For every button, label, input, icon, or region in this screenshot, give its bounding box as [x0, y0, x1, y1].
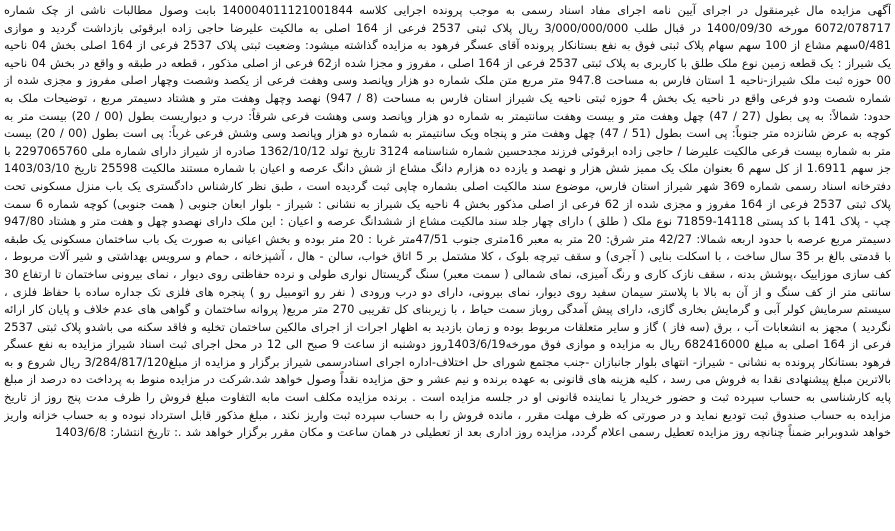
auction-notice	[4, 2, 891, 529]
auction-notice-text: آگهی مزایده مال غیرمنقول در اجرای آیین نامه اجرای مفاد اسناد رسمی به موجب پرونده اجرایی کلاسه 140004011121001844 بابت وصول مطالبات ناشی از چک شماره 6072/078717 مورخه 1400/09/30 در قبال طلب 3/000/000/000 ریال پلاک ثبتی 2537 فرعی از 164 اصلی به مالکیت علیرضا حاجی زاده ابرقوئی بازداشت گردید و موازی 0/481سهم مشاع از 100 سهم سهام پلاک ثبتی فوق به نفع بستانکار پرونده آقای عسگر فرهود به مزایده گذاشته میشود: وضعیت ثبتی پلاک 2537 فرعی از 164 اصلی بخش 04 ناحیه یک شیراز : یک قطعه زمین نوع ملک طلق با کاربری به پلاک ثبتی 2537 فرعی از 164 اصلی ، مفروز و مجزا شده از62 فرعی از اصلی مذکور ، قطعه در طبقه و واقع در بخش 04 ناحیه 00 حوزه ثبت ملک شیراز-ناحیه 1 استان فارس به مساحت 947.8 متر مربع متن ملک شماره دو هزار وپانصد وسی وهفت فرعی از یکصد وشصت وچهار اصلی مفروز و مجزی شده از شماره شصت ودو فرعی واقع در ناحیه یک بخش 4 حوزه ثبتی ناحیه یک شیراز استان فارس به مساحت (8 / 947) نهصد وچهل وهفت متر و هشتاد دسیمتر مربع ، توضیحات ملک به حدود: شمالاً: به پی بطول (27 / 47) چهل وهفت متر و بیست وهفت سانتیمتر به شماره دو هزار وپانصد وسی وهشت فرعی شرقاً: درب و دیواریست بطول (00 / 20) بیست متر به کوچه به عرض شانزده متر جنوباً: پی است بطول (51 / 47) چهل وهفت متر و پنجاه ویک سانتیمتر به شماره دو هزار وپانصد وسی وشش فرعی غرباً: پی است بطول (00 / 20) بیست متر به شماره بیست فرعی مالکیت علیرضا / حاجی زاده ابرقوئی فرزند مجدحسین شماره شناسنامه 3124 تاریخ تولد 1362/10/12 صادره از شیراز دارای شماره ملی 2297065760 با جز سهم 1.6911 از کل سهم 6 بعنوان ملک یک ممیز شش هزار و نهصد و یازده ده هزارم دانگ مشاع از شش دانگ عرصه و اعیان با شماره مستند مالکیت 25598 تاریخ 1403/03/10 دفترخانه اسناد رسمی شماره 369 شهر شیراز استان فارس، موضوع سند مالکیت اصلی بشماره چاپی ثبت گردیده است ، طبق نظر کارشناس دادگستری یک باب منزل مسکونی تحت پلاک ثبتی 2537 فرعی از 164 مفروز و مجزی شده از 62 فرعی از اصلی مذکور بخش 4 ناحیه یک شیراز به نشانی : شیراز - بلوار ابعان جنوبی ( همت جنوبی) کوچه شماره 6 سمت چپ - پلاک 141 با کد پستی 14118-71859 نوع ملک ( طلق ) دارای چهار جلد سند مالکیت مشاع از ششدانگ عرصه و اعیان : این ملک دارای نهصدو چهل و هفت متر و هشتاد 947/80 دسیمتر مربع عرصه با حدود اربعه شمالا: 42/27 متر شرق: 20 متر به معبر 16متری جنوب 47/51متر غربا : 20 متر بوده و بخش اعیانی به صورت یک باب ساختمان مسکونی یک طبقه با قدمتی بالغ بر 35 سال ساخت ، با اسکلت بنایی ( آجری) و سقف تیرچه بلوک ، کلا مشتمل بر 5 اتاق خواب، سالن - هال ، آشپزخانه ، حمام و سرویس بهداشتی و شیر آلات مربوط ، کف سازی موزاییک ،پوشش بدنه ، سقف نازک کاری و رنگ آمیزی، نمای شمالی ( سمت معبر) سنگ گریستال نواری طولی و نرده حفاظتی روی دیوار ، نمای بیرونی ساختمان تا ارتفاع 30 سانتی متر از کف سنگ و از آن به بالا با پلاستر سیمان سفید روی دیوار، نمای بیرونی، دارای دو درب ورودی ( نفر رو اتومبیل رو ) پنجره های فلزی تک جداره ساده با حفاظ فلزی ، سیستم سرمایش کولر آبی و گرمایش بخاری گازی، دارای پیش آمدگی روباز سمت حیاط ، با زیربنای کل تقریبی 270 متر مربع( پروانه ساختمان و گواهی های عدم خلاف و پایان کار ارائه نگردید ) مجهز به انشعابات آب ، برق (سه فاز ) گاز و سایر متعلقات مربوط بوده و زمان بازدید به اظهار اجرات از اجرای مالکین ساختمان تخلیه و فاقد سکنه می باشدو پلاک ثبتی 2537 فرعی از 164 اصلی به مبلغ 682416000 ریال به مزایده و موازی فوق مورخه1403/6/19روز دوشنبه از ساعت 9 صبح الی 12 در محل اجرای ثبت اسناد شیراز مزایده به نفع عسگر فرهود بستانکار پرونده به نشانی - شیراز- انتهای بلوار جانبازان -جنب مجتمع شورای حل اختلاف-اداره اجرای اسنادرسمی شیراز برگزار و مزایده از مبلغ3/284/817/120 ریال شروع و به بالاترین مبلغ پیشنهادی نقدا به فروش می رسد ، کلیه هزینه های قانونی به عهده برنده و نیم عشر و حق مزایده نقداً وصول خواهد شد.شرکت در مزایده منوط به پرداخت ده درصد از مبلغ پایه کارشناسی به حساب سپرده ثبت و حضور خریدار یا نماینده قانونی او در جلسه مزایده است . برنده مزایده مکلف است مابه التفاوت مبلغ فروش را ظرف مدت پنج روز از تاریخ مزایده به حساب صندوق ثبت تودیع نماید و در صورتی که ظرف مهلت مقرر ، مانده فروش را به حساب سپرده ثبت واریز نکند ، مبلغ مذکور قابل استرداد نبوده و به حساب خزانه واریز خواهد شدوبرابر ضمناً چنانچه روز مزایده تعطیل رسمی اعلام گردد، مزایده روز اداری بعد از تعطیلی در همان ساعت و مکان مقرر برگزار خواهد شد .: تاریخ انتشار: 1403/6/8	[4, 3, 891, 440]
